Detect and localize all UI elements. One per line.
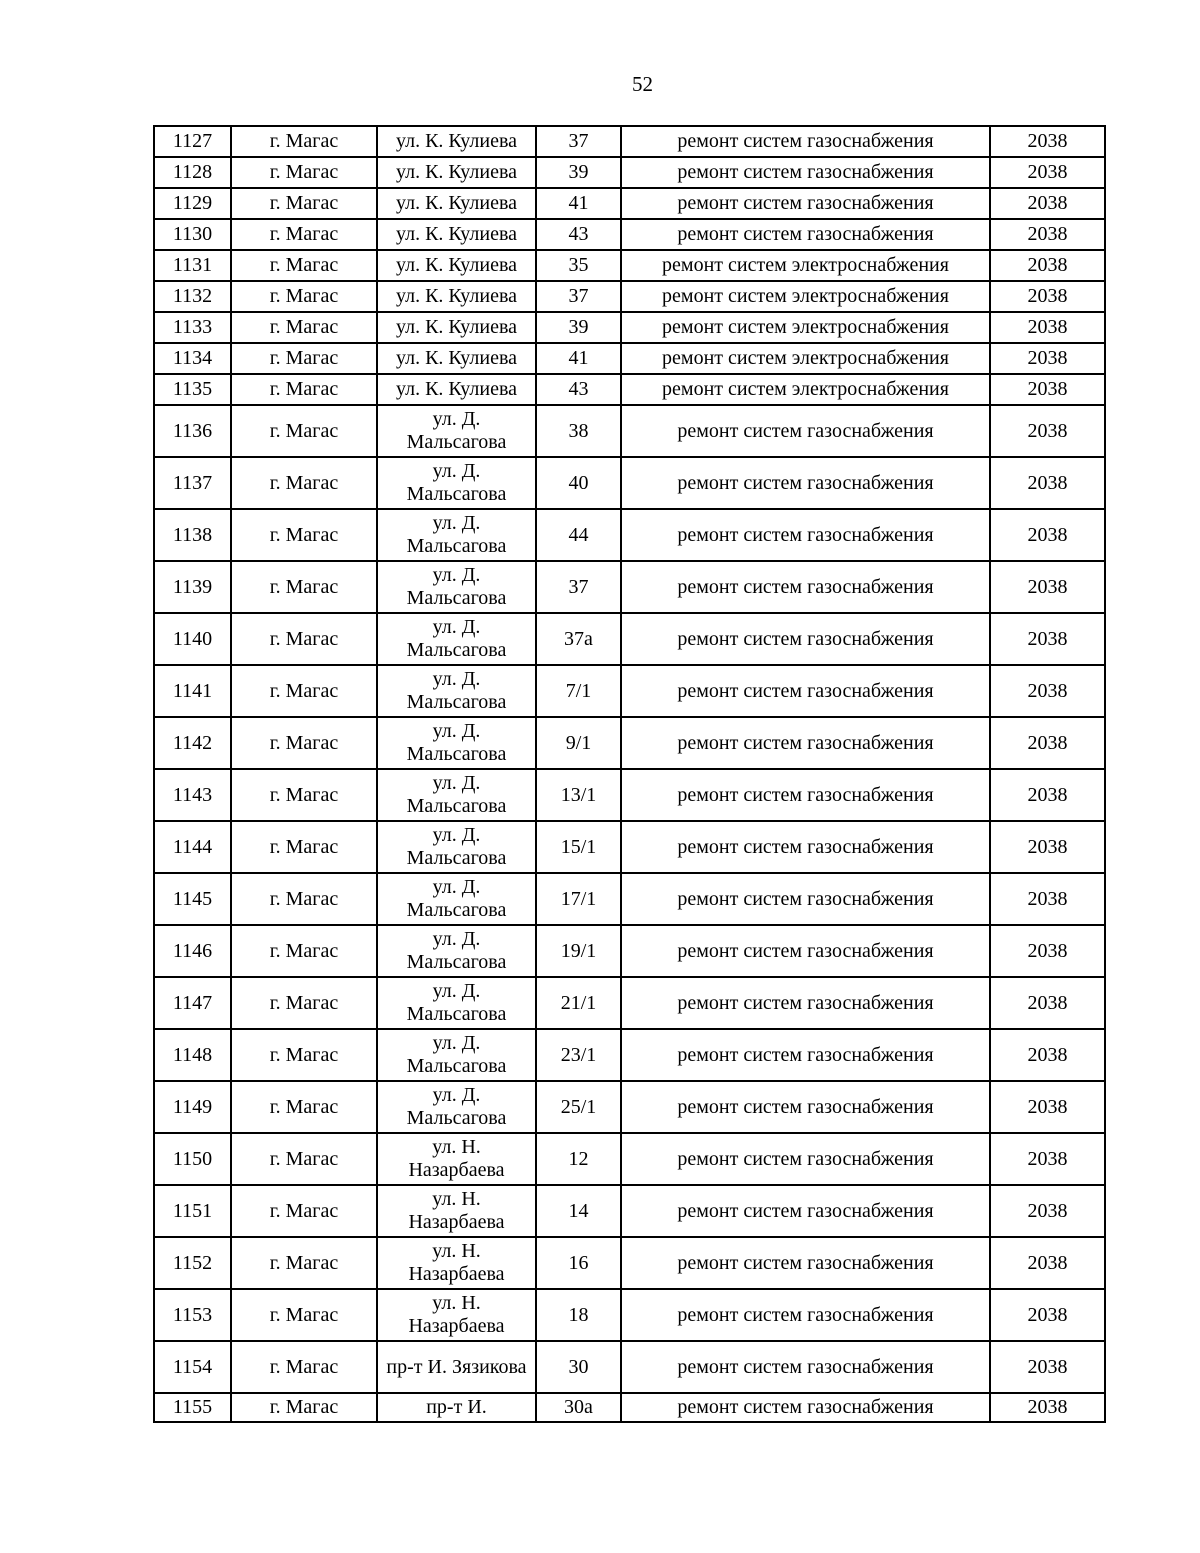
house-number-cell: 7/1 — [536, 665, 621, 717]
table-row — [154, 374, 1105, 405]
city-cell: г. Магас — [231, 1029, 377, 1081]
house-number-cell: 39 — [536, 312, 621, 343]
table-row — [154, 977, 1105, 1029]
house-number-cell: 12 — [536, 1133, 621, 1185]
table-row — [154, 925, 1105, 977]
work-type-cell: ремонт систем газоснабжения — [621, 1393, 990, 1422]
house-number-cell: 41 — [536, 343, 621, 374]
table-row — [154, 717, 1105, 769]
house-number-cell: 44 — [536, 509, 621, 561]
city-cell: г. Магас — [231, 925, 377, 977]
work-type-cell: ремонт систем газоснабжения — [621, 873, 990, 925]
street-cell: ул. Д. Мальсагова — [377, 977, 536, 1029]
city-cell: г. Магас — [231, 665, 377, 717]
house-number-cell: 43 — [536, 374, 621, 405]
table-row — [154, 457, 1105, 509]
house-number-cell: 23/1 — [536, 1029, 621, 1081]
year-cell: 2038 — [990, 374, 1105, 405]
house-number-cell: 9/1 — [536, 717, 621, 769]
city-cell: г. Магас — [231, 821, 377, 873]
year-cell: 2038 — [990, 250, 1105, 281]
work-type-cell: ремонт систем газоснабжения — [621, 188, 990, 219]
table-row — [154, 821, 1105, 873]
street-cell: ул. Д. Мальсагова — [377, 821, 536, 873]
row-number-cell: 1151 — [154, 1185, 231, 1237]
work-type-cell: ремонт систем электроснабжения — [621, 312, 990, 343]
city-cell: г. Магас — [231, 1237, 377, 1289]
year-cell: 2038 — [990, 219, 1105, 250]
house-number-cell: 37 — [536, 126, 621, 157]
year-cell: 2038 — [990, 1237, 1105, 1289]
work-type-cell: ремонт систем электроснабжения — [621, 250, 990, 281]
city-cell: г. Магас — [231, 219, 377, 250]
work-type-cell: ремонт систем газоснабжения — [621, 977, 990, 1029]
year-cell: 2038 — [990, 509, 1105, 561]
work-type-cell: ремонт систем газоснабжения — [621, 1029, 990, 1081]
row-number-cell: 1137 — [154, 457, 231, 509]
row-number-cell: 1132 — [154, 281, 231, 312]
city-cell: г. Магас — [231, 509, 377, 561]
table-row — [154, 1029, 1105, 1081]
house-number-cell: 14 — [536, 1185, 621, 1237]
city-cell: г. Магас — [231, 873, 377, 925]
table-row — [154, 1289, 1105, 1341]
city-cell: г. Магас — [231, 561, 377, 613]
table-row — [154, 1081, 1105, 1133]
city-cell: г. Магас — [231, 343, 377, 374]
house-number-cell: 38 — [536, 405, 621, 457]
house-number-cell: 30 — [536, 1341, 621, 1393]
table-row — [154, 1133, 1105, 1185]
work-type-cell: ремонт систем электроснабжения — [621, 343, 990, 374]
street-cell: ул. Д. Мальсагова — [377, 1029, 536, 1081]
year-cell: 2038 — [990, 1289, 1105, 1341]
year-cell: 2038 — [990, 873, 1105, 925]
street-cell: ул. Д. Мальсагова — [377, 717, 536, 769]
table-row — [154, 343, 1105, 374]
city-cell: г. Магас — [231, 126, 377, 157]
street-cell: ул. К. Кулиева — [377, 188, 536, 219]
work-type-cell: ремонт систем газоснабжения — [621, 1289, 990, 1341]
row-number-cell: 1138 — [154, 509, 231, 561]
row-number-cell: 1128 — [154, 157, 231, 188]
street-cell: пр-т И. Зязикова — [377, 1341, 536, 1393]
year-cell: 2038 — [990, 1393, 1105, 1422]
row-number-cell: 1135 — [154, 374, 231, 405]
row-number-cell: 1155 — [154, 1393, 231, 1422]
street-cell: пр-т И. — [377, 1393, 536, 1422]
table-row — [154, 613, 1105, 665]
house-number-cell: 30а — [536, 1393, 621, 1422]
city-cell: г. Магас — [231, 717, 377, 769]
work-type-cell: ремонт систем газоснабжения — [621, 1341, 990, 1393]
row-number-cell: 1150 — [154, 1133, 231, 1185]
city-cell: г. Магас — [231, 1393, 377, 1422]
work-type-cell: ремонт систем газоснабжения — [621, 821, 990, 873]
house-number-cell: 43 — [536, 219, 621, 250]
work-type-cell: ремонт систем газоснабжения — [621, 717, 990, 769]
house-number-cell: 37 — [536, 561, 621, 613]
table-row — [154, 561, 1105, 613]
street-cell: ул. Д. Мальсагова — [377, 561, 536, 613]
street-cell: ул. Н. Назарбаева — [377, 1133, 536, 1185]
house-number-cell: 17/1 — [536, 873, 621, 925]
work-type-cell: ремонт систем газоснабжения — [621, 665, 990, 717]
house-number-cell: 25/1 — [536, 1081, 621, 1133]
table-row — [154, 509, 1105, 561]
row-number-cell: 1148 — [154, 1029, 231, 1081]
city-cell: г. Магас — [231, 1133, 377, 1185]
street-cell: ул. К. Кулиева — [377, 343, 536, 374]
year-cell: 2038 — [990, 343, 1105, 374]
table-row — [154, 281, 1105, 312]
year-cell: 2038 — [990, 405, 1105, 457]
city-cell: г. Магас — [231, 281, 377, 312]
table-row — [154, 219, 1105, 250]
city-cell: г. Магас — [231, 1185, 377, 1237]
work-type-cell: ремонт систем газоснабжения — [621, 405, 990, 457]
table-row — [154, 1237, 1105, 1289]
street-cell: ул. К. Кулиева — [377, 312, 536, 343]
work-type-cell: ремонт систем газоснабжения — [621, 769, 990, 821]
table-row — [154, 1341, 1105, 1393]
street-cell: ул. Н. Назарбаева — [377, 1289, 536, 1341]
house-number-cell: 15/1 — [536, 821, 621, 873]
work-type-cell: ремонт систем электроснабжения — [621, 374, 990, 405]
table-row — [154, 769, 1105, 821]
table-row — [154, 1185, 1105, 1237]
year-cell: 2038 — [990, 281, 1105, 312]
street-cell: ул. Д. Мальсагова — [377, 457, 536, 509]
year-cell: 2038 — [990, 157, 1105, 188]
city-cell: г. Магас — [231, 457, 377, 509]
year-cell: 2038 — [990, 1185, 1105, 1237]
year-cell: 2038 — [990, 312, 1105, 343]
street-cell: ул. К. Кулиева — [377, 157, 536, 188]
work-type-cell: ремонт систем газоснабжения — [621, 613, 990, 665]
city-cell: г. Магас — [231, 374, 377, 405]
work-type-cell: ремонт систем газоснабжения — [621, 1133, 990, 1185]
work-type-cell: ремонт систем газоснабжения — [621, 157, 990, 188]
city-cell: г. Магас — [231, 1289, 377, 1341]
work-type-cell: ремонт систем газоснабжения — [621, 509, 990, 561]
row-number-cell: 1136 — [154, 405, 231, 457]
row-number-cell: 1134 — [154, 343, 231, 374]
work-type-cell: ремонт систем газоснабжения — [621, 126, 990, 157]
table-row — [154, 312, 1105, 343]
street-cell: ул. Д. Мальсагова — [377, 509, 536, 561]
row-number-cell: 1141 — [154, 665, 231, 717]
table-row — [154, 126, 1105, 157]
house-number-cell: 37 — [536, 281, 621, 312]
city-cell: г. Магас — [231, 613, 377, 665]
work-type-cell: ремонт систем газоснабжения — [621, 1081, 990, 1133]
street-cell: ул. Д. Мальсагова — [377, 873, 536, 925]
row-number-cell: 1152 — [154, 1237, 231, 1289]
row-number-cell: 1149 — [154, 1081, 231, 1133]
year-cell: 2038 — [990, 925, 1105, 977]
year-cell: 2038 — [990, 821, 1105, 873]
house-number-cell: 39 — [536, 157, 621, 188]
street-cell: ул. Д. Мальсагова — [377, 665, 536, 717]
row-number-cell: 1146 — [154, 925, 231, 977]
row-number-cell: 1145 — [154, 873, 231, 925]
city-cell: г. Магас — [231, 1081, 377, 1133]
works-register-table — [153, 125, 1106, 1423]
house-number-cell: 21/1 — [536, 977, 621, 1029]
row-number-cell: 1144 — [154, 821, 231, 873]
year-cell: 2038 — [990, 717, 1105, 769]
table-row — [154, 405, 1105, 457]
work-type-cell: ремонт систем газоснабжения — [621, 925, 990, 977]
year-cell: 2038 — [990, 457, 1105, 509]
table-row — [154, 873, 1105, 925]
city-cell: г. Магас — [231, 188, 377, 219]
year-cell: 2038 — [990, 1081, 1105, 1133]
table-row — [154, 250, 1105, 281]
work-type-cell: ремонт систем газоснабжения — [621, 1185, 990, 1237]
city-cell: г. Магас — [231, 250, 377, 281]
street-cell: ул. Д. Мальсагова — [377, 769, 536, 821]
work-type-cell: ремонт систем газоснабжения — [621, 219, 990, 250]
row-number-cell: 1131 — [154, 250, 231, 281]
table-body — [154, 126, 1105, 1422]
house-number-cell: 37а — [536, 613, 621, 665]
city-cell: г. Магас — [231, 1341, 377, 1393]
year-cell: 2038 — [990, 126, 1105, 157]
city-cell: г. Магас — [231, 769, 377, 821]
year-cell: 2038 — [990, 977, 1105, 1029]
city-cell: г. Магас — [231, 405, 377, 457]
house-number-cell: 18 — [536, 1289, 621, 1341]
row-number-cell: 1139 — [154, 561, 231, 613]
row-number-cell: 1129 — [154, 188, 231, 219]
street-cell: ул. Д. Мальсагова — [377, 613, 536, 665]
street-cell: ул. К. Кулиева — [377, 374, 536, 405]
row-number-cell: 1142 — [154, 717, 231, 769]
table-row — [154, 157, 1105, 188]
year-cell: 2038 — [990, 1341, 1105, 1393]
table-row — [154, 665, 1105, 717]
table-row — [154, 188, 1105, 219]
work-type-cell: ремонт систем электроснабжения — [621, 281, 990, 312]
street-cell: ул. К. Кулиева — [377, 250, 536, 281]
year-cell: 2038 — [990, 1029, 1105, 1081]
city-cell: г. Магас — [231, 977, 377, 1029]
row-number-cell: 1140 — [154, 613, 231, 665]
year-cell: 2038 — [990, 1133, 1105, 1185]
row-number-cell: 1130 — [154, 219, 231, 250]
house-number-cell: 40 — [536, 457, 621, 509]
house-number-cell: 41 — [536, 188, 621, 219]
table-row — [154, 1393, 1105, 1422]
street-cell: ул. К. Кулиева — [377, 281, 536, 312]
work-type-cell: ремонт систем газоснабжения — [621, 1237, 990, 1289]
year-cell: 2038 — [990, 769, 1105, 821]
street-cell: ул. К. Кулиева — [377, 126, 536, 157]
city-cell: г. Магас — [231, 157, 377, 188]
year-cell: 2038 — [990, 665, 1105, 717]
house-number-cell: 35 — [536, 250, 621, 281]
house-number-cell: 16 — [536, 1237, 621, 1289]
work-type-cell: ремонт систем газоснабжения — [621, 561, 990, 613]
year-cell: 2038 — [990, 561, 1105, 613]
row-number-cell: 1143 — [154, 769, 231, 821]
work-type-cell: ремонт систем газоснабжения — [621, 457, 990, 509]
row-number-cell: 1154 — [154, 1341, 231, 1393]
house-number-cell: 19/1 — [536, 925, 621, 977]
street-cell: ул. Н. Назарбаева — [377, 1185, 536, 1237]
year-cell: 2038 — [990, 613, 1105, 665]
row-number-cell: 1153 — [154, 1289, 231, 1341]
year-cell: 2038 — [990, 188, 1105, 219]
street-cell: ул. К. Кулиева — [377, 219, 536, 250]
street-cell: ул. Н. Назарбаева — [377, 1237, 536, 1289]
city-cell: г. Магас — [231, 312, 377, 343]
row-number-cell: 1147 — [154, 977, 231, 1029]
street-cell: ул. Д. Мальсагова — [377, 1081, 536, 1133]
house-number-cell: 13/1 — [536, 769, 621, 821]
page-number: 52 — [632, 72, 653, 96]
row-number-cell: 1133 — [154, 312, 231, 343]
street-cell: ул. Д. Мальсагова — [377, 925, 536, 977]
street-cell: ул. Д. Мальсагова — [377, 405, 536, 457]
row-number-cell: 1127 — [154, 126, 231, 157]
